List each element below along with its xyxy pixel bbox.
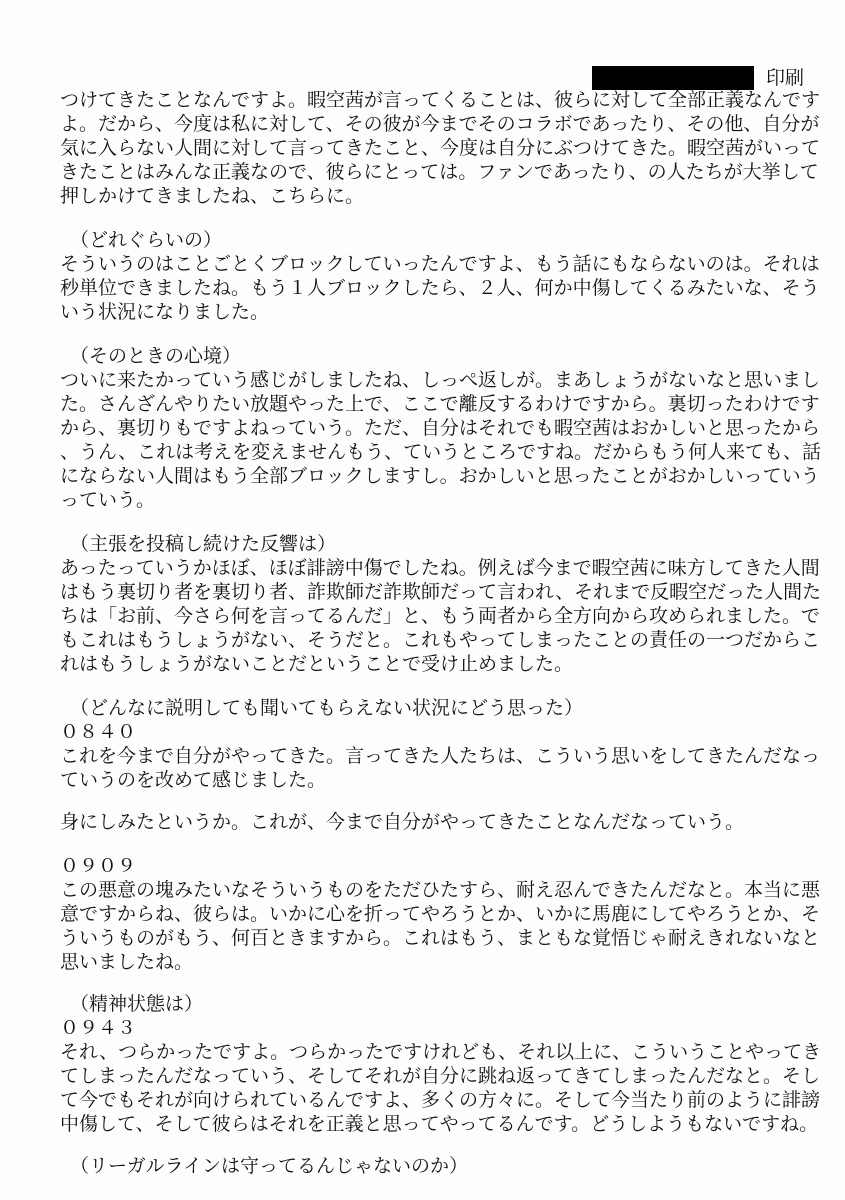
text-line: いう状況になりました。 (60, 301, 270, 323)
text-line: ていうのを改めて感じました。 (60, 769, 327, 791)
text-line: てしまったんだなっていう、そしてそれが自分に跳ね返ってきてしまったんだなと。そし (60, 1065, 821, 1087)
question-label: （主張を投稿し続けた反響は） (70, 533, 337, 555)
question-label: （どれぐらいの） (70, 229, 223, 251)
text-line: 気に入らない人間に対して言ってきたこと、今度は自分にぶつけてきた。暇空茜がいって (60, 137, 821, 159)
question-label: （どんなに説明しても聞いてもらえない状況にどう思った） (70, 697, 584, 719)
text-line: て今でもそれが向けられているんですよ、多くの方々に。そして今当たり前のように誹謗 (60, 1089, 821, 1111)
text-line: あったっていうかほぼ、ほぼ誹謗中傷でしたね。例えば今まで暇空茜に味方してきた人間 (60, 557, 820, 579)
text-line: っていう。 (60, 489, 156, 511)
text-line: ちは「お前、今さら何を言ってるんだ」と、もう両者から全方向から攻められました。で (60, 605, 821, 627)
question-label: （そのときの心境） (70, 345, 242, 367)
text-line: 秒単位できましたね。もう１人ブロックしたら、２人、何か中傷してくるみたいな、そう (60, 277, 820, 299)
text-line: た。さんざんやりたい放題やった上で、ここで離反するわけですから。裏切ったわけです (60, 393, 820, 415)
text-line: 思いましたね。 (60, 951, 194, 973)
text-line: これを今まで自分がやってきた。言ってきた人たちは、こういう思いをしてきたんだなっ (60, 745, 821, 767)
text-line: この悪意の塊みたいなそういうものをただひたすら、耐え忍んできたんだなと。本当に悪 (60, 879, 821, 901)
text-line: から、裏切りもですよねっていう。ただ、自分はそれでも暇空茜はおかしいと思ったから (60, 417, 821, 439)
text-line: はもう裏切り者を裏切り者、詐欺師だ詐欺師だって言われ、それまで反暇空だった人間た (60, 581, 822, 603)
text-line: ついに来たかっていう感じがしましたね、しっぺ返しが。まあしょうがないなと思いまし (60, 369, 821, 391)
timestamp-label: ０９０９ (60, 855, 137, 877)
text-line: そういうのはことごとくブロックしていったんですよ、もう話にもならないのは。それは (60, 253, 820, 275)
text-line: ういうものがもう、何百ときますから。これはもう、まともな覚悟じゃ耐えきれないなと (60, 927, 821, 949)
text-line: れはもうしょうがないことだということで受け止めました。 (60, 653, 574, 675)
text-line: 、うん、これは考えを変えませんもう、ていうところですね。だからもう何人来ても、話 (60, 441, 821, 463)
timestamp-label: ０８４０ (60, 721, 137, 743)
text-line: もこれはもうしょうがない、そうだと。これもやってしまったことの責任の一つだからこ (60, 629, 821, 651)
timestamp-label: ０９４３ (60, 1017, 137, 1039)
text-line: 中傷して、そして彼らはそれを正義と思ってやってるんです。どうしようもないですね。 (60, 1113, 819, 1135)
text-line: 押しかけてきましたね、こちらに。 (60, 185, 365, 207)
text-line: きたことはみんな正義なので、彼らにとっては。ファンであったり、の人たちが大挙して (60, 161, 819, 183)
text-line: つけてきたことなんですよ。暇空茜が言ってくることは、彼らに対して全部正義なんです (60, 89, 821, 111)
text-line: 意ですからね、彼らは。いかに心を折ってやろうとか、いかに馬鹿にしてやろうとか、そ (60, 903, 821, 925)
text-line: それ、つらかったですよ。つらかったですけれども、それ以上に、こういうことやってき (60, 1041, 822, 1063)
question-label: （リーガルラインは守ってるんじゃないのか） (70, 1155, 469, 1177)
text-line: 身にしみたというか。これが、今まで自分がやってきたことなんだなっていう。 (60, 811, 745, 833)
question-label: （精神状態は） (70, 993, 204, 1015)
redaction-bar (592, 66, 754, 90)
print-label: 印刷 (766, 67, 805, 89)
text-line: よ。だから、今度は私に対して、その彼が今までそのコラボであったり、その他、自分が (60, 113, 820, 135)
text-line: にならない人間はもう全部ブロックしますし。おかしいと思ったことがおかしいっていう (60, 465, 820, 487)
